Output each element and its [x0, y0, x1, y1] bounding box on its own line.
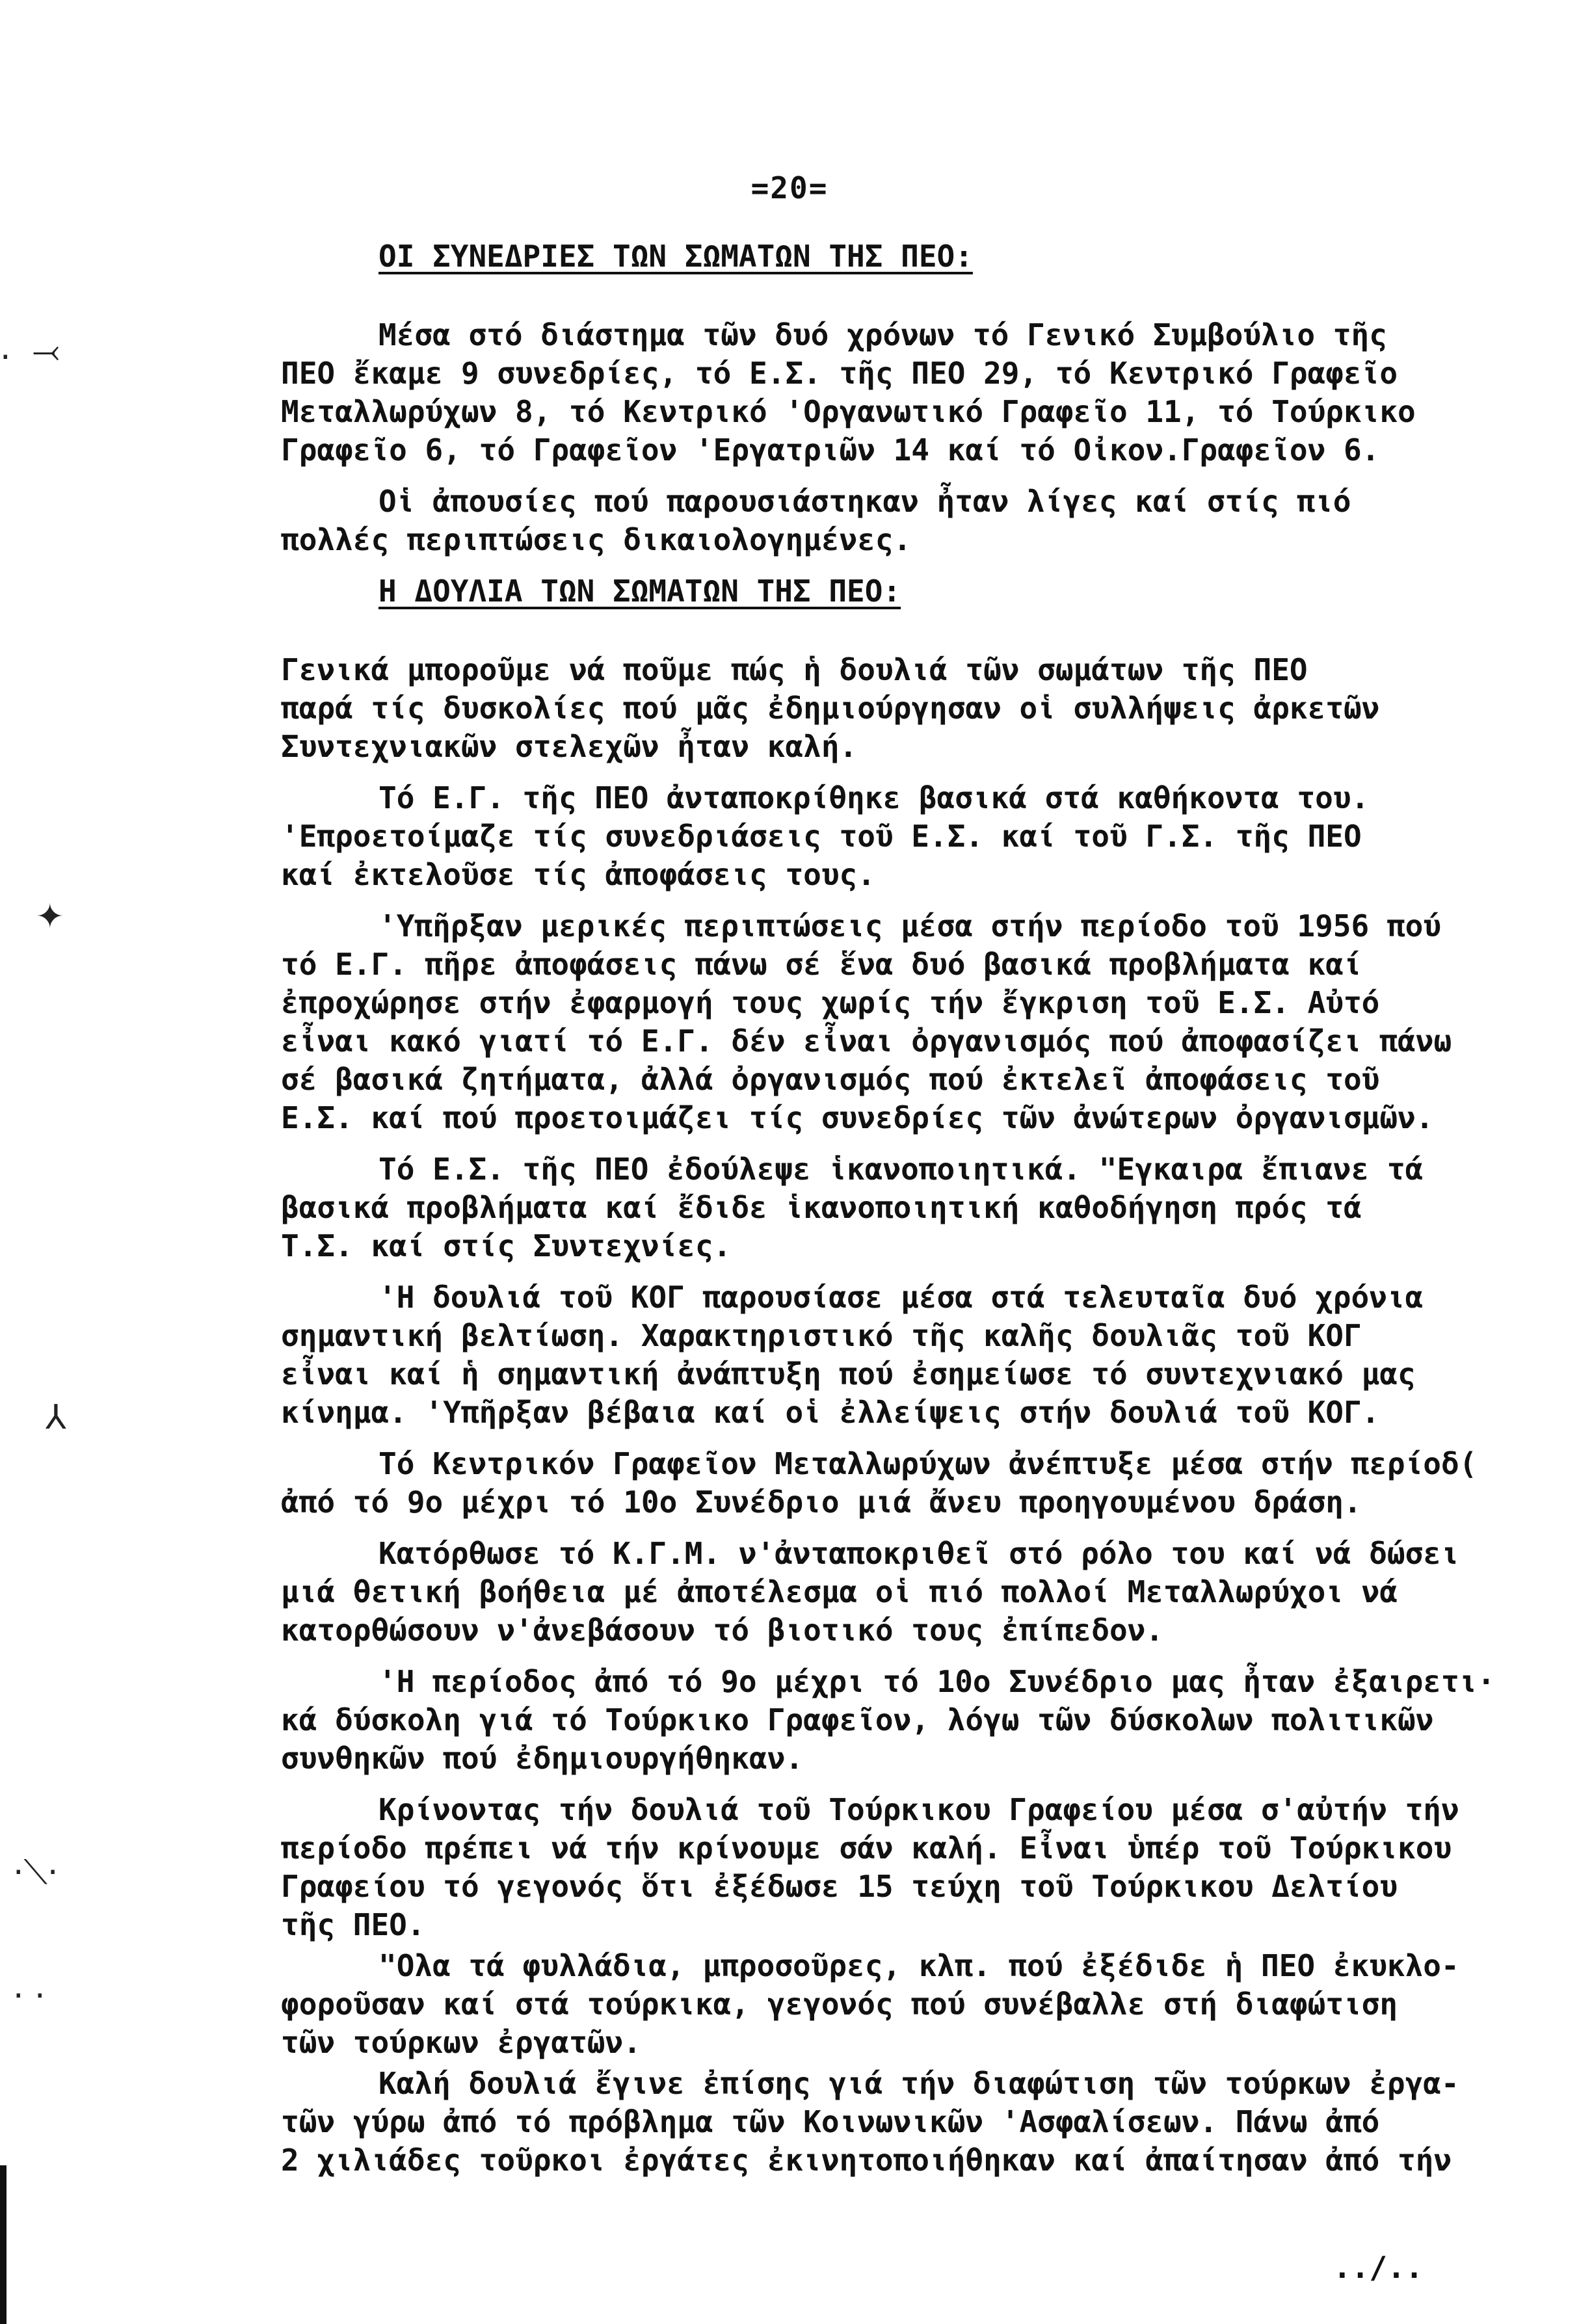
text-line: Συντεχνιακῶν στελεχῶν ἦταν καλή.: [281, 729, 858, 764]
margin-tick-mark: ·: [0, 338, 11, 377]
text-line: Οἱ ἀπουσίες πού παρουσιάστηκαν ἦταν λίγες καί στίς πιό: [378, 484, 1351, 519]
section-heading: ΟΙ ΣΥΝΕΔΡΙΕΣ ΤΩΝ ΣΩΜΑΤΩΝ ΤΗΣ ΠΕΟ:: [378, 239, 973, 274]
paragraph: [281, 1278, 1569, 1432]
text-line: Μέσα στό διάστημα τῶν δυό χρόνων τό Γενικό Συμβούλιο τῆς: [378, 317, 1387, 352]
paragraph: [281, 907, 1569, 1137]
text-line: 2 χιλιάδες τοῦρκοι ἐργάτες ἐκινητοποιήθηκαν καί ἀπαίτησαν ἀπό τήν: [281, 2143, 1452, 2178]
paragraph: [281, 482, 1569, 559]
text-line: τῆς ΠΕΟ.: [281, 1907, 425, 1942]
text-line: κίνημα. 'Υπῆρξαν βέβαια καί οἱ ἐλλείψεις στήν δουλιά τοῦ ΚΟΓ.: [281, 1395, 1380, 1430]
paragraph: [281, 1535, 1569, 1650]
text-line: Τό Ε.Σ. τῆς ΠΕΟ ἐδούλεψε ἱκανοποιητικά. "Εγκαιρα ἔπιανε τά: [378, 1152, 1424, 1187]
text-line: σημαντική βελτίωση. Χαρακτηριστικό τῆς καλῆς δουλιᾶς τοῦ ΚΟΓ: [281, 1318, 1362, 1353]
text-line: "Ολα τά φυλλάδια, μπροσοῦρες, κλπ. πού ἐξέδιδε ἡ ΠΕΟ ἐκυκλο-: [378, 1948, 1459, 1983]
text-line: ἀπό τό 9ο μέχρι τό 10ο Συνέδριο μιά ἄνευ προηγουμένου δράση.: [281, 1485, 1362, 1520]
paragraph: [281, 1663, 1569, 1778]
margin-check-mark: ⅄: [46, 1398, 66, 1437]
text-line: φοροῦσαν καί στά τούρκικα, γεγονός πού συνέβαλλε στή διαφώτιση: [281, 1987, 1398, 2022]
paragraph: [281, 316, 1569, 469]
paragraph: [281, 2065, 1569, 2180]
text-line: ΠΕΟ ἔκαμε 9 συνεδρίες, τό Ε.Σ. τῆς ΠΕΟ 29, τό Κεντρικό Γραφεῖο: [281, 356, 1398, 391]
margin-cross-mark: ✦: [36, 897, 64, 936]
continuation-mark: ../..: [1333, 2250, 1424, 2285]
text-line: τό Ε.Γ. πῆρε ἀποφάσεις πάνω σέ ἕνα δυό βασικά προβλήματα καί: [281, 947, 1362, 982]
text-line: Κατόρθωσε τό Κ.Γ.Μ. ν'ἀνταποκριθεῖ στό ρόλο του καί νά δώσει: [378, 1536, 1459, 1571]
scan-binding-edge: [0, 2165, 7, 2324]
text-line: εἶναι κακό γιατί τό Ε.Γ. δέν εἶναι ὀργανισμός πού ἀποφασίζει πάνω: [281, 1023, 1452, 1059]
paragraph: [281, 651, 1569, 766]
text-line: 'Επροετοίμαζε τίς συνεδριάσεις τοῦ Ε.Σ. καί τοῦ Γ.Σ. τῆς ΠΕΟ: [281, 819, 1362, 854]
margin-slash-mark: ·⟍·: [13, 1853, 59, 1892]
text-line: 'Υπῆρξαν μερικές περιπτώσεις μέσα στήν περίοδο τοῦ 1956 πού: [378, 908, 1441, 944]
text-line: σέ βασικά ζητήματα, ἀλλά ὀργανισμός πού ἐκτελεῖ ἀποφάσεις τοῦ: [281, 1062, 1380, 1097]
margin-dot-mark: · ·: [13, 1977, 46, 2016]
text-line: Τό Κεντρικόν Γραφεῖον Μεταλλωρύχων ἀνέπτυξε μέσα στήν περίοδ(: [378, 1446, 1478, 1481]
paragraph: [281, 1791, 1569, 1944]
text-line: Κρίνοντας τήν δουλιά τοῦ Τούρκικου Γραφείου μέσα σ'αὐτήν τήν: [378, 1792, 1459, 1827]
text-line: καί ἐκτελοῦσε τίς ἀποφάσεις τους.: [281, 857, 875, 892]
text-line: τῶν γύρω ἀπό τό πρόβλημα τῶν Κοινωνικῶν 'Ασφαλίσεων. Πάνω ἀπό: [281, 2104, 1380, 2139]
text-line: τῶν τούρκων ἐργατῶν.: [281, 2025, 641, 2060]
paragraph: [281, 779, 1569, 894]
text-line: Μεταλλωρύχων 8, τό Κεντρικό 'Οργανωτικό Γραφεῖο 11, τό Τούρκικο: [281, 394, 1416, 429]
text-line: περίοδο πρέπει νά τήν κρίνουμε σάν καλή. Εἶναι ὑπέρ τοῦ Τούρκικου: [281, 1830, 1452, 1866]
text-line: Τό Ε.Γ. τῆς ΠΕΟ ἀνταποκρίθηκε βασικά στά καθήκοντα του.: [378, 780, 1370, 815]
document-body: [281, 237, 1569, 2182]
text-line: Γενικά μποροῦμε νά ποῦμε πώς ἡ δουλιά τῶν σωμάτων τῆς ΠΕΟ: [281, 652, 1308, 687]
text-line: κατορθώσουν ν'ἀνεβάσουν τό βιοτικό τους ἐπίπεδον.: [281, 1613, 1164, 1648]
page-number: =20=: [750, 170, 829, 205]
paragraph: [281, 1947, 1569, 2062]
text-line: Ε.Σ. καί πού προετοιμάζει τίς συνεδρίες τῶν ἀνώτερων ὀργανισμῶν.: [281, 1100, 1434, 1135]
text-line: εἶναι καί ἡ σημαντική ἀνάπτυξη πού ἐσημείωσε τό συντεχνιακό μας: [281, 1356, 1416, 1392]
text-line: 'Η περίοδος ἀπό τό 9ο μέχρι τό 10ο Συνέδριο μας ἦταν ἐξαιρετι·: [378, 1664, 1496, 1699]
text-line: βασικά προβλήματα καί ἔδιδε ἱκανοποιητική καθοδήγηση πρός τά: [281, 1190, 1362, 1225]
section-heading: Η ΔΟΥΛΙΑ ΤΩΝ ΣΩΜΑΤΩΝ ΤΗΣ ΠΕΟ:: [378, 574, 901, 609]
text-line: κά δύσκολη γιά τό Τούρκικο Γραφεῖον, λόγω τῶν δύσκολων πολιτικῶν: [281, 1702, 1434, 1737]
paragraph: [281, 1445, 1569, 1522]
paragraph: [281, 1150, 1569, 1265]
text-line: μιά θετική βοήθεια μέ ἀποτέλεσμα οἱ πιό πολλοί Μεταλλωρύχοι νά: [281, 1574, 1398, 1609]
margin-arrow-mark: ⤙: [33, 332, 60, 371]
text-line: Καλή δουλιά ἔγινε ἐπίσης γιά τήν διαφώτιση τῶν τούρκων ἐργα-: [378, 2066, 1459, 2101]
text-line: Γραφείου τό γεγονός ὅτι ἐξέδωσε 15 τεύχη τοῦ Τούρκικου Δελτίου: [281, 1869, 1398, 1904]
text-line: ἐπροχώρησε στήν ἐφαρμογή τους χωρίς τήν ἔγκριση τοῦ Ε.Σ. Αὐτό: [281, 985, 1380, 1020]
text-line: Τ.Σ. καί στίς Συντεχνίες.: [281, 1228, 732, 1263]
text-line: πολλές περιπτώσεις δικαιολογημένες.: [281, 522, 912, 557]
text-line: παρά τίς δυσκολίες πού μᾶς ἐδημιούργησαν οἱ συλλήψεις ἀρκετῶν: [281, 691, 1380, 726]
text-line: Γραφεῖο 6, τό Γραφεῖον 'Εργατριῶν 14 καί τό Οἰκον.Γραφεῖον 6.: [281, 432, 1380, 468]
text-line: συνθηκῶν πού ἐδημιουργήθηκαν.: [281, 1741, 804, 1776]
text-line: 'Η δουλιά τοῦ ΚΟΓ παρουσίασε μέσα στά τελευταῖα δυό χρόνια: [378, 1280, 1424, 1315]
